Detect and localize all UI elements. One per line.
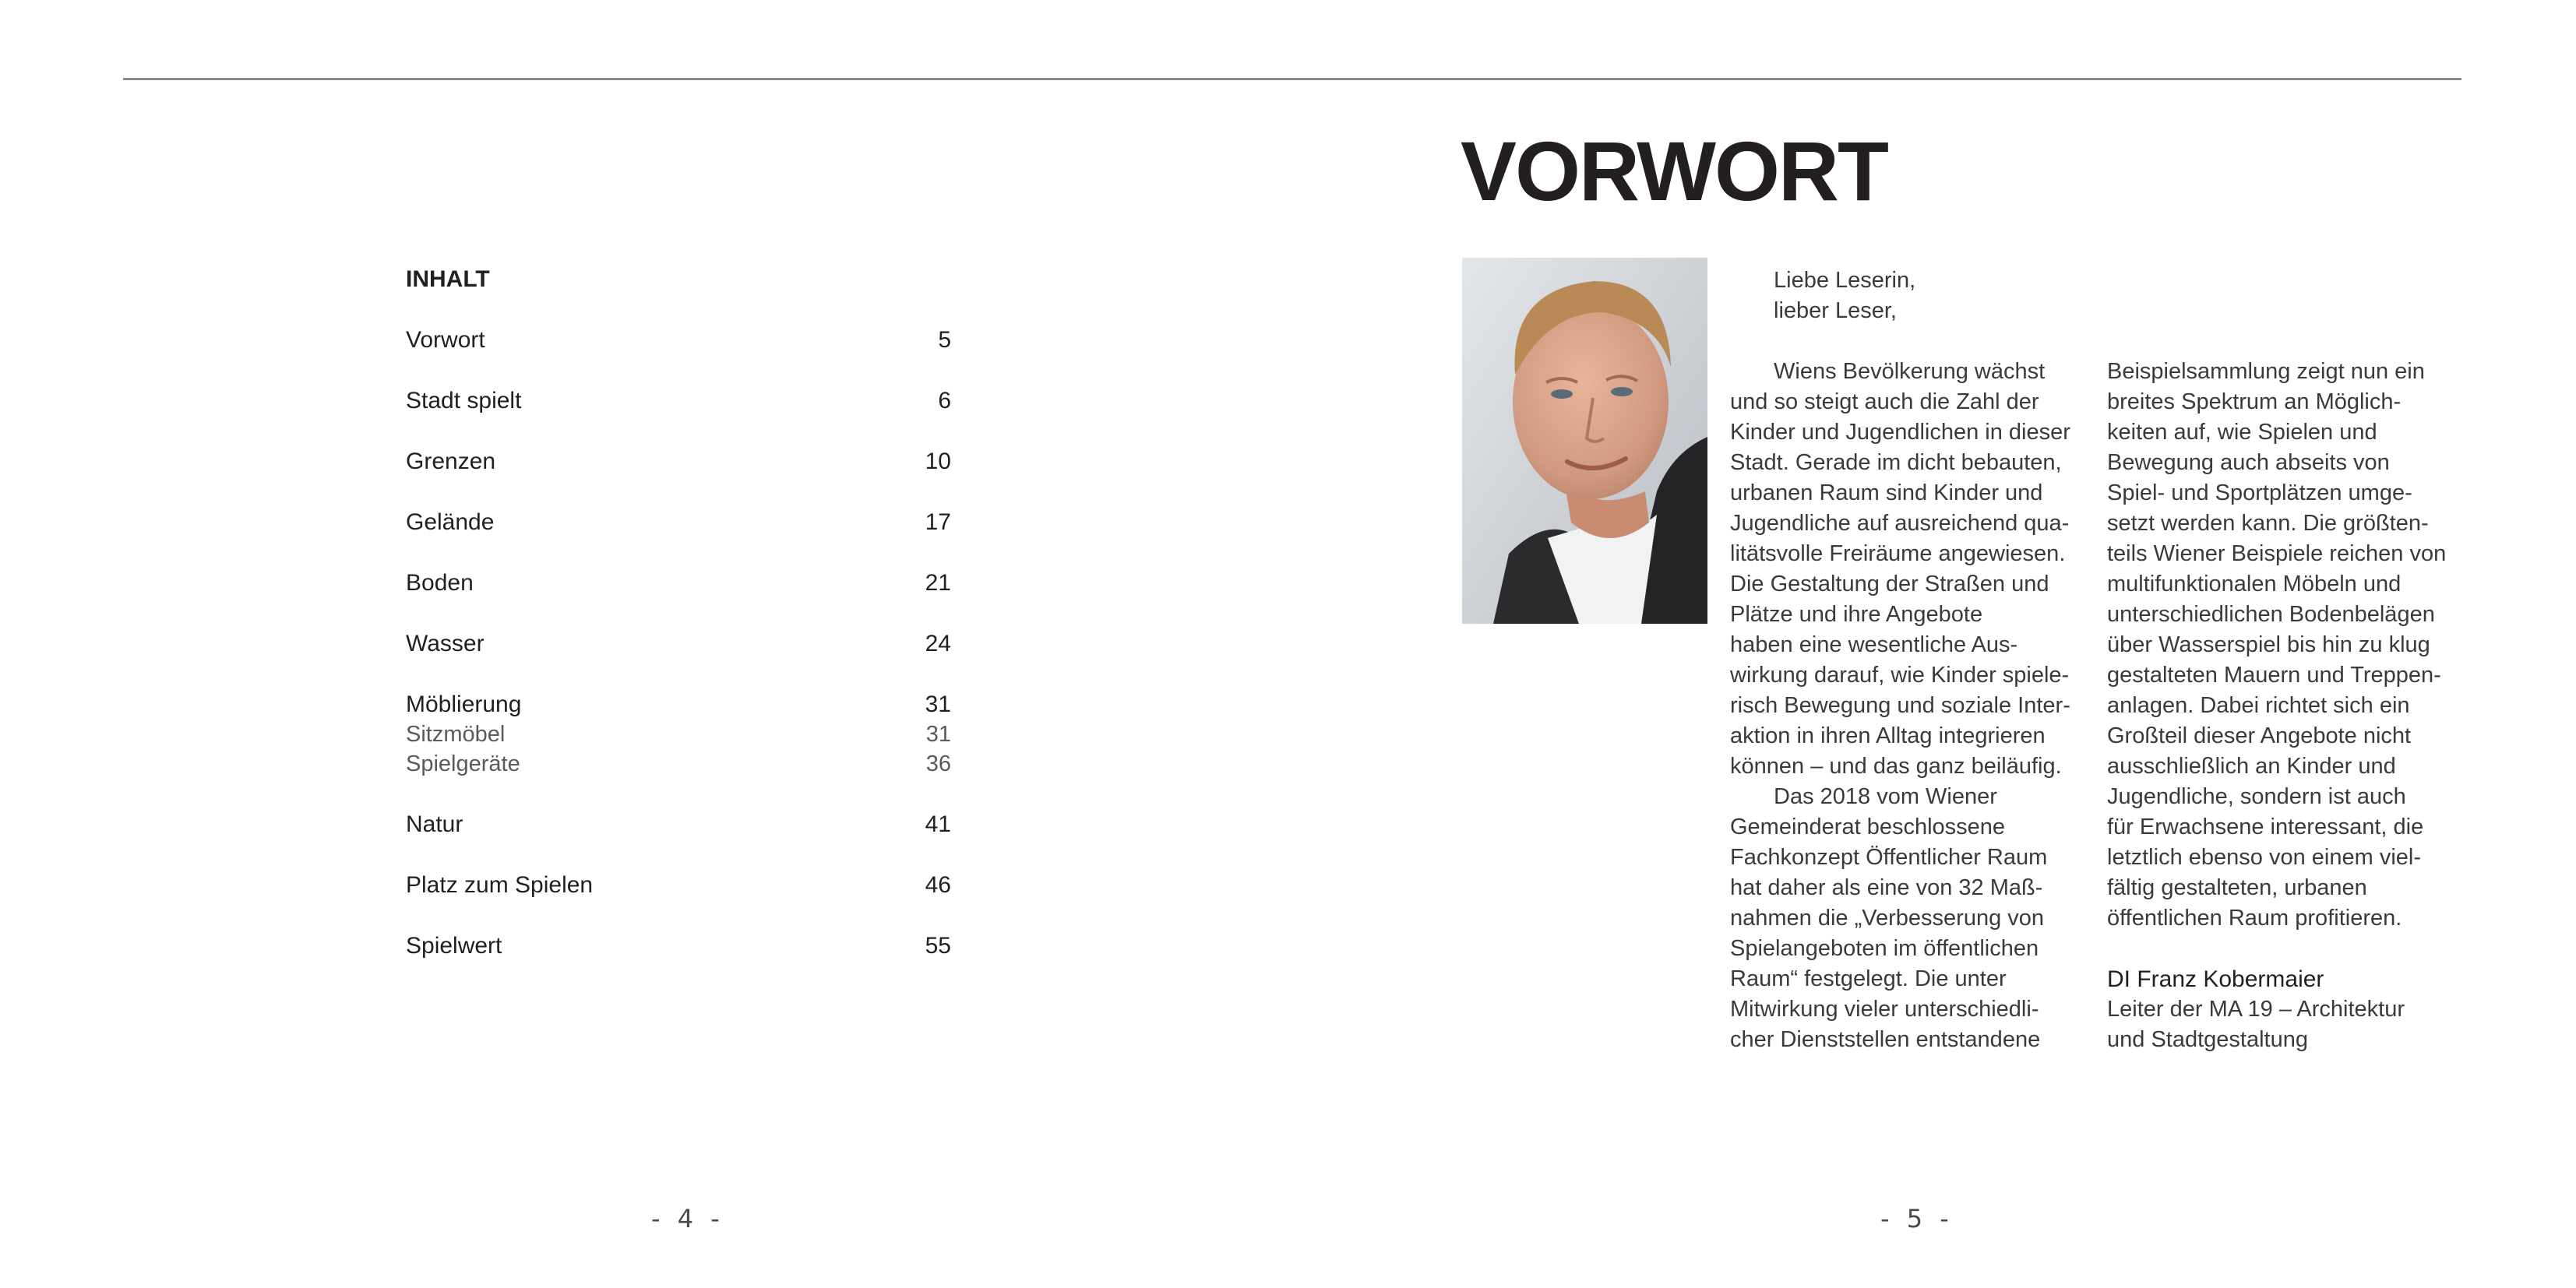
toc-entry-page: 31	[925, 692, 951, 717]
text-line: Fachkonzept Öffentlicher Raum	[1730, 845, 2048, 870]
text-line: öffentlichen Raum profitieren.	[2107, 906, 2402, 931]
salutation-line: Liebe Leserin,	[1774, 268, 1916, 293]
text-line: Spielangeboten im öffentlichen	[1730, 936, 2039, 961]
author-portrait	[1462, 258, 1707, 624]
toc-entry-page: 46	[925, 872, 951, 898]
text-line: fältig gestalteten, urbanen	[2107, 875, 2367, 900]
text-line: Bewegung auch abseits von	[2107, 450, 2390, 475]
toc-subentry-page: 31	[925, 722, 951, 747]
toc-entry-title: Stadt spielt	[406, 388, 522, 413]
toc-entry-page: 17	[925, 509, 951, 535]
text-line: Gemeinderat beschlossene	[1730, 815, 2006, 839]
signature-role: und Stadtgestaltung	[2107, 1027, 2308, 1052]
text-line: Jugendliche, sondern ist auch	[2107, 784, 2406, 809]
text-line: haben eine wesentliche Aus-	[1730, 632, 2018, 657]
toc-entry-title: Spielwert	[406, 933, 502, 959]
toc-entry[interactable]	[406, 568, 951, 598]
text-line: über Wasserspiel bis hin zu klug	[2107, 632, 2430, 657]
text-line: und so steigt auch die Zahl der	[1730, 389, 2039, 414]
text-line: Spiel- und Sportplätzen umge-	[2107, 480, 2412, 505]
toc-entry-page: 21	[925, 570, 951, 596]
toc-entry-title: Gelände	[406, 509, 495, 535]
toc-subentry-title: Spielgeräte	[406, 751, 520, 776]
paragraph-gap	[2107, 934, 2465, 964]
text-line: Plätze und ihre Angebote	[1730, 602, 1983, 627]
toc-entry[interactable]	[406, 629, 951, 659]
text-line: hat daher als eine von 32 Maß-	[1730, 875, 2043, 900]
salutation-line: lieber Leser,	[1774, 298, 1897, 323]
text-line: Wiens Bevölkerung wächst	[1774, 359, 2046, 384]
text-line: litätsvolle Freiräume angewiesen.	[1730, 541, 2066, 566]
toc-entry[interactable]	[406, 871, 951, 900]
text-line: urbanen Raum sind Kinder und	[1730, 480, 2043, 505]
toc-entry[interactable]	[406, 447, 951, 477]
toc-entry-page: 10	[925, 449, 951, 474]
text-line: keiten auf, wie Spielen und	[2107, 420, 2377, 445]
toc-entry[interactable]	[406, 690, 951, 779]
toc-entry-title: Möblierung	[406, 692, 522, 717]
toc-entry-page: 24	[925, 631, 951, 656]
toc-entry[interactable]	[406, 931, 951, 961]
text-line: Kinder und Jugendlichen in dieser	[1730, 420, 2070, 445]
text-line: für Erwachsene interessant, die	[2107, 815, 2424, 839]
text-line: setzt werden kann. Die größten-	[2107, 511, 2429, 536]
signature-name: DI Franz Kobermaier	[2107, 966, 2324, 992]
toc-entry-title: Wasser	[406, 631, 485, 656]
salutation	[1774, 266, 1915, 326]
page-number-right: - 5 -	[1880, 1204, 1954, 1233]
text-line: wirkung darauf, wie Kinder spiele-	[1730, 663, 2070, 688]
page-title: VORWORT	[1461, 124, 1887, 218]
text-line: ausschließlich an Kinder und	[2107, 754, 2396, 779]
toc-entry-page: 6	[938, 388, 951, 413]
toc-entry[interactable]	[406, 386, 951, 416]
text-line: Die Gestaltung der Straßen und	[1730, 572, 2049, 596]
toc-entry-page: 55	[925, 933, 951, 959]
toc-entry[interactable]	[406, 810, 951, 839]
page-number-left: - 4 -	[651, 1204, 724, 1233]
toc-entry[interactable]	[406, 508, 951, 537]
text-line: Raum“ festgelegt. Die unter	[1730, 966, 2007, 991]
text-line: unterschiedlichen Bodenbelägen	[2107, 602, 2435, 627]
text-line: können – und das ganz beiläufig.	[1730, 754, 2062, 779]
text-line: Beispielsammlung zeigt nun ein	[2107, 359, 2425, 384]
table-of-contents	[406, 265, 951, 992]
toc-subentry[interactable]	[406, 749, 951, 779]
toc-heading: INHALT	[406, 266, 490, 292]
toc-entry-title: Boden	[406, 570, 474, 596]
toc-entry-title: Grenzen	[406, 449, 496, 474]
text-line: gestalteten Mauern und Treppen-	[2107, 663, 2441, 688]
text-line: anlagen. Dabei richtet sich ein	[2107, 693, 2410, 718]
toc-entry-title: Vorwort	[406, 327, 485, 353]
text-line: letztlich ebenso von einem viel-	[2107, 845, 2421, 870]
text-line: risch Bewegung und soziale Inter-	[1730, 693, 2070, 718]
toc-subentry[interactable]	[406, 720, 951, 749]
toc-subentry-title: Sitzmöbel	[406, 722, 506, 747]
text-line: nahmen die „Verbesserung von	[1730, 906, 2045, 931]
signature-role: Leiter der MA 19 – Architektur	[2107, 997, 2405, 1022]
text-line: Das 2018 vom Wiener	[1774, 784, 1997, 809]
toc-entry[interactable]	[406, 326, 951, 355]
text-line: multifunktionalen Möbeln und	[2107, 572, 2402, 596]
toc-entry-title: Platz zum Spielen	[406, 872, 594, 898]
text-line: teils Wiener Beispiele reichen von	[2107, 541, 2447, 566]
toc-subentry-page: 36	[925, 751, 951, 776]
portrait-illustration	[1462, 258, 1707, 624]
foreword-column-right	[2107, 357, 2465, 1055]
text-line: Stadt. Gerade im dicht bebauten,	[1730, 450, 2062, 475]
text-line: cher Dienststellen entstandene	[1730, 1027, 2041, 1052]
foreword-column-left	[1730, 357, 2096, 1055]
text-line: Mitwirkung vieler unterschiedli-	[1730, 997, 2039, 1022]
text-line: aktion in ihren Alltag integrieren	[1730, 723, 2046, 748]
top-rule	[123, 78, 2461, 80]
toc-entry-page: 5	[938, 327, 951, 353]
text-line: Jugendliche auf ausreichend qua-	[1730, 511, 2070, 536]
text-line: breites Spektrum an Möglich-	[2107, 389, 2402, 414]
text-line: Großteil dieser Angebote nicht	[2107, 723, 2412, 748]
toc-entry-page: 41	[925, 811, 951, 837]
toc-entry-title: Natur	[406, 811, 463, 837]
